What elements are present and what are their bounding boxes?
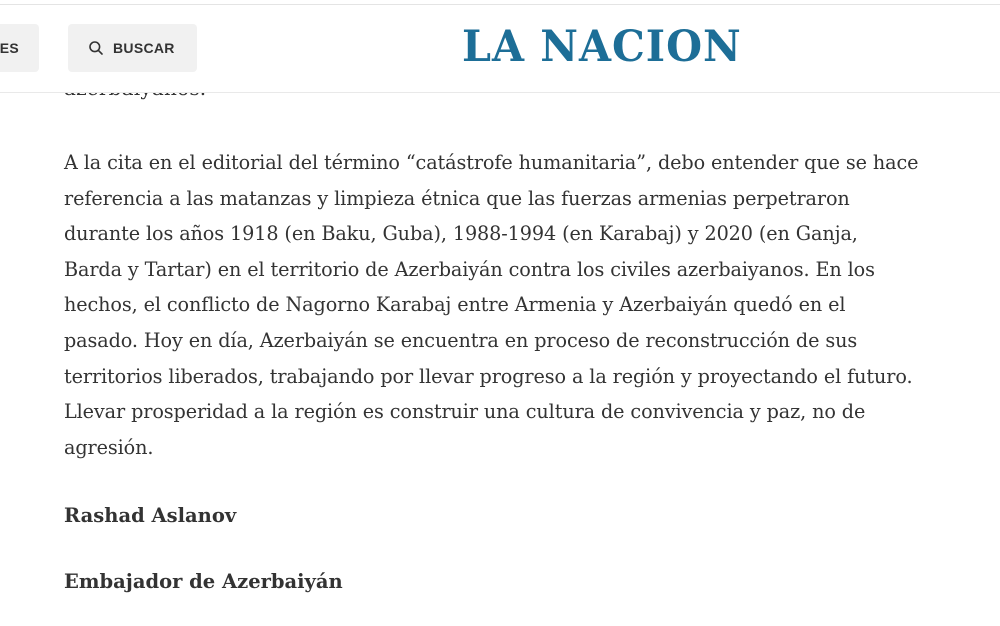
paragraph-line: durante los años 1918 (en Baku, Guba), 1988-1994 (en Karabaj) y 2020 (en Ganja, bbox=[64, 222, 858, 246]
paragraph-line: pasado. Hoy en día, Azerbaiyán se encuentra en proceso de reconstrucción de sus bbox=[64, 328, 858, 352]
sections-button[interactable] bbox=[0, 24, 39, 72]
search-button[interactable] bbox=[68, 24, 197, 72]
paragraph-line: A la cita en el editorial del término “catástrofe humanitaria”, debo entender que se hace bbox=[64, 151, 919, 174]
paragraph-line: Barda y Tartar) en el territorio de Azerbaiyán contra los civiles azerbaiyanos. En los bbox=[64, 257, 875, 281]
site-header bbox=[0, 5, 1000, 93]
paragraph-line: Llevar prosperidad a la región es construir una cultura de convivencia y paz, no de bbox=[64, 400, 866, 424]
paragraph-line: hechos, el conflicto de Nagorno Karabaj entre Armenia y Azerbaiyán quedó en el bbox=[64, 293, 846, 317]
paragraph-line: referencia a las matanzas y limpieza étnica que las fuerzas armenias perpetraron bbox=[64, 186, 850, 210]
article-paragraph bbox=[64, 145, 964, 465]
search-button-label: BUSCAR bbox=[113, 40, 175, 56]
site-logo[interactable]: LA NACION bbox=[462, 22, 742, 72]
paragraph-line: agresión. bbox=[64, 435, 154, 459]
signature-name: Rashad Aslanov bbox=[64, 504, 237, 528]
paragraph-line: territorios liberados, trabajando por llevar progreso a la región y proyectando el futuro. bbox=[64, 364, 913, 388]
article-body bbox=[64, 70, 964, 598]
sections-button-label: ES bbox=[0, 40, 19, 56]
search-icon bbox=[88, 40, 104, 56]
signature-title: Embajador de Azerbaiyán bbox=[64, 570, 343, 594]
